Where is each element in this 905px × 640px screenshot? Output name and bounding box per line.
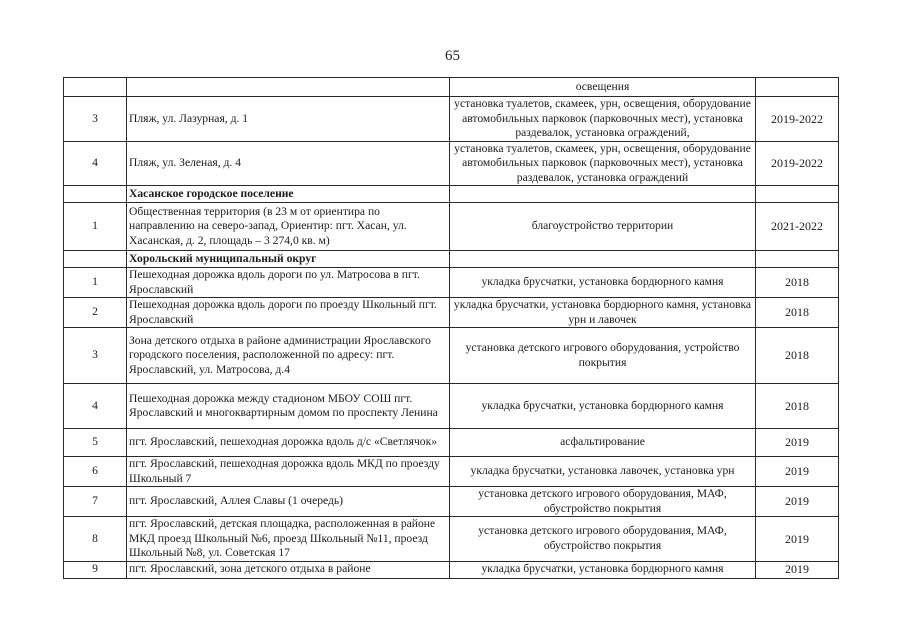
work-description: укладка брусчатки, установка бордюрного камня: [450, 384, 756, 429]
work-period: 2019: [756, 457, 839, 487]
work-description: установка туалетов, скамеек, урн, освещения, оборудование автомобильных парковок (парковочных мест), установка раздевалок, установка ограждений,: [450, 97, 756, 142]
work-period: 2019: [756, 487, 839, 517]
territory-name: Зона детского отдыха в районе администрации Ярославского городского поселения, расположенной по адресу: пгт. Ярославский, ул. Матросова, д.4: [127, 328, 450, 384]
work-description: укладка брусчатки, установка бордюрного камня, установка урн и лавочек: [450, 298, 756, 328]
table-row: [64, 384, 839, 429]
improvement-table: [63, 77, 839, 579]
work-period: 2018: [756, 384, 839, 429]
territory-name: пгт. Ярославский, Аллея Славы (1 очередь): [127, 487, 450, 517]
table-row: [64, 429, 839, 457]
work-period: [756, 78, 839, 97]
territory-name: Пешеходная дорожка между стадионом МБОУ СОШ пгт. Ярославский и многоквартирным домом по проспекту Ленина: [127, 384, 450, 429]
work-period: [756, 186, 839, 203]
section-row: [64, 186, 839, 203]
page-number: 65: [445, 48, 460, 64]
row-number: 9: [64, 561, 127, 578]
work-description: освещения: [450, 78, 756, 97]
work-description: асфальтирование: [450, 429, 756, 457]
territory-name: Пешеходная дорожка вдоль дороги по ул. Матросова в пгт. Ярославский: [127, 268, 450, 298]
table-row: [64, 268, 839, 298]
territory-name: Пешеходная дорожка вдоль дороги по проезду Школьный пгт. Ярославский: [127, 298, 450, 328]
row-number: 7: [64, 487, 127, 517]
row-number: 2: [64, 298, 127, 328]
work-description: [450, 251, 756, 268]
work-description: установка детского игрового оборудования, устройство покрытия: [450, 328, 756, 384]
row-number: 6: [64, 457, 127, 487]
table-row: [64, 298, 839, 328]
row-number: 4: [64, 384, 127, 429]
row-number: 1: [64, 203, 127, 251]
work-description: укладка брусчатки, установка бордюрного камня: [450, 268, 756, 298]
work-period: 2019: [756, 429, 839, 457]
territory-name: пгт. Ярославский, пешеходная дорожка вдоль д/с «Светлячок»: [127, 429, 450, 457]
section-title: Хорольский муниципальный округ: [127, 251, 450, 268]
row-number: 5: [64, 429, 127, 457]
table-row: [64, 141, 839, 186]
territory-name: пгт. Ярославский, детская площадка, расположенная в районе МКД проезд Школьный №6, проезд Школьный №11, проезд Школьный №8, ул. Советская 17: [127, 517, 450, 562]
row-number: [64, 251, 127, 268]
work-period: 2021-2022: [756, 203, 839, 251]
territory-name: [127, 78, 450, 97]
work-period: 2019-2022: [756, 97, 839, 142]
table-row: [64, 328, 839, 384]
territory-name: пгт. Ярославский, зона детского отдыха в районе: [127, 561, 450, 578]
row-number: 3: [64, 328, 127, 384]
table-row: [64, 517, 839, 562]
section-row: [64, 251, 839, 268]
work-period: 2019-2022: [756, 141, 839, 186]
territory-name: Пляж, ул. Зеленая, д. 4: [127, 141, 450, 186]
territory-name: Пляж, ул. Лазурная, д. 1: [127, 97, 450, 142]
section-title: Хасанское городское поселение: [127, 186, 450, 203]
row-number: [64, 186, 127, 203]
work-description: [450, 186, 756, 203]
work-period: 2018: [756, 298, 839, 328]
table-row: [64, 78, 839, 97]
table-row: [64, 203, 839, 251]
work-period: 2019: [756, 517, 839, 562]
work-description: укладка брусчатки, установка бордюрного камня: [450, 561, 756, 578]
row-number: 1: [64, 268, 127, 298]
work-period: 2018: [756, 328, 839, 384]
work-description: установка детского игрового оборудования, МАФ, обустройство покрытия: [450, 517, 756, 562]
row-number: 3: [64, 97, 127, 142]
work-period: 2019: [756, 561, 839, 578]
territory-name: пгт. Ярославский, пешеходная дорожка вдоль МКД по проезду Школьный 7: [127, 457, 450, 487]
table-row: [64, 97, 839, 142]
row-number: [64, 78, 127, 97]
work-description: установка туалетов, скамеек, урн, освещения, оборудование автомобильных парковок (парковочных мест), установка раздевалок, установка ограждений: [450, 141, 756, 186]
table-row: [64, 561, 839, 578]
work-period: 2018: [756, 268, 839, 298]
table-row: [64, 457, 839, 487]
table-row: [64, 487, 839, 517]
row-number: 4: [64, 141, 127, 186]
territory-name: Общественная территория (в 23 м от ориентира по направлению на северо-запад, Ориентир: пгт. Хасан, ул. Хасанская, д. 2, площадь – 3 274,0 кв. м): [127, 203, 450, 251]
work-description: благоустройство территории: [450, 203, 756, 251]
work-description: установка детского игрового оборудования, МАФ, обустройство покрытия: [450, 487, 756, 517]
work-period: [756, 251, 839, 268]
row-number: 8: [64, 517, 127, 562]
work-description: укладка брусчатки, установка лавочек, установка урн: [450, 457, 756, 487]
